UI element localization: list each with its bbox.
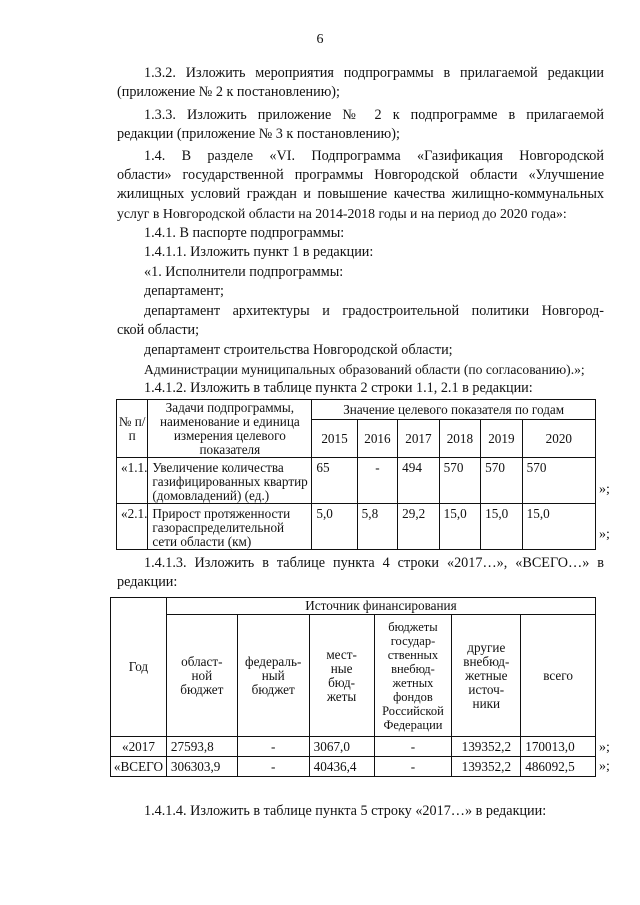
row-value: - bbox=[357, 458, 398, 504]
paragraph-1-3-3-cont: редакции (приложение № 3 к постановлению); bbox=[117, 126, 400, 142]
row-value: 570 bbox=[522, 458, 595, 504]
row-value: 3067,0 bbox=[309, 737, 374, 757]
column-header-regional-budget: област-ной бюджет bbox=[166, 615, 237, 737]
paragraph-1-4-line-2: области» государственной программы Новгородской области «Улучшение bbox=[117, 167, 604, 183]
paragraph-1-4-1: 1.4.1. В паспорте подпрограммы: bbox=[144, 225, 345, 241]
column-header-extra-budget-funds: бюджеты государ-ственных внебюд-жетных фондов Российской Федерации bbox=[374, 615, 452, 737]
row-value: - bbox=[374, 757, 452, 777]
column-header-local-budgets: мест-ные бюд-жеты bbox=[309, 615, 374, 737]
row-closing-quote: »; bbox=[599, 759, 610, 774]
row-closing-quote: »; bbox=[599, 527, 610, 542]
row-year: «2017 bbox=[111, 737, 167, 757]
year-header: 2020 bbox=[522, 420, 595, 458]
row-closing-quote: »; bbox=[599, 482, 610, 497]
row-value: 486092,5 bbox=[521, 757, 596, 777]
row-value: 65 bbox=[312, 458, 357, 504]
year-header: 2017 bbox=[398, 420, 439, 458]
row-value: 306303,9 bbox=[166, 757, 237, 777]
paragraph-1-4-1-3: 1.4.1.3. Изложить в таблице пункта 4 строки «2017…», «ВСЕГО…» в bbox=[144, 555, 604, 571]
row-value: - bbox=[237, 737, 309, 757]
column-header-number: № п/п bbox=[117, 400, 148, 458]
row-closing-quote: »; bbox=[599, 740, 610, 755]
row-number: «2.1. bbox=[117, 504, 148, 550]
row-value: 494 bbox=[398, 458, 439, 504]
paragraph-1-4-1-1: 1.4.1.1. Изложить пункт 1 в редакции: bbox=[144, 244, 374, 260]
column-header-total: всего bbox=[521, 615, 596, 737]
row-value: 170013,0 bbox=[521, 737, 596, 757]
column-header-task: Задачи подпрограммы, наименование и единица измерения целевого показателя bbox=[148, 400, 312, 458]
column-header-values-by-year: Значение целевого показателя по годам bbox=[312, 400, 596, 420]
paragraph-department: департамент; bbox=[144, 283, 224, 299]
paragraph-1-3-2: 1.3.2. Изложить мероприятия подпрограммы в прилагаемой редакции bbox=[144, 65, 604, 81]
row-value: 40436,4 bbox=[309, 757, 374, 777]
financing-sources-table bbox=[110, 597, 596, 777]
row-value: 570 bbox=[439, 458, 480, 504]
paragraph-1-4-line-4: услуг в Новгородской области на 2014-2018 годы и на период до 2020 года»: bbox=[117, 206, 567, 221]
row-task: Увеличение количества газифицированных квартир (домовладений) (ед.) bbox=[148, 458, 312, 504]
column-header-other-sources: другие внебюд-жетные источ-ники bbox=[452, 615, 521, 737]
paragraph-1-4-1-2: 1.4.1.2. Изложить в таблице пункта 2 строки 1.1, 2.1 в редакции: bbox=[144, 380, 533, 396]
paragraph-construction-dept: департамент строительства Новгородской области; bbox=[144, 342, 453, 358]
table-row bbox=[117, 458, 596, 504]
row-value: 139352,2 bbox=[452, 757, 521, 777]
year-header: 2016 bbox=[357, 420, 398, 458]
table-row bbox=[111, 757, 596, 777]
year-header: 2019 bbox=[481, 420, 522, 458]
column-header-federal-budget: федераль-ный бюджет bbox=[237, 615, 309, 737]
target-indicators-table bbox=[116, 399, 596, 550]
row-value: - bbox=[237, 757, 309, 777]
row-number: «1.1. bbox=[117, 458, 148, 504]
row-task: Прирост протяженности газораспределительной сети области (км) bbox=[148, 504, 312, 550]
year-header: 2018 bbox=[439, 420, 480, 458]
year-header: 2015 bbox=[312, 420, 357, 458]
row-value: 15,0 bbox=[522, 504, 595, 550]
paragraph-1-3-2-cont: (приложение № 2 к постановлению); bbox=[117, 84, 340, 100]
paragraph-1-4-line-3: жилищных условий граждан и повышение качества жилищно-коммунальных bbox=[117, 186, 604, 202]
row-value: 27593,8 bbox=[166, 737, 237, 757]
paragraph-1-3-3: 1.3.3. Изложить приложение № 2 к подпрограмме в прилагаемой bbox=[144, 107, 604, 123]
paragraph-1-4: 1.4. В разделе «VI. Подпрограмма «Газификация Новгородской bbox=[144, 148, 604, 164]
column-header-financing-source: Источник финансирования bbox=[166, 598, 595, 615]
paragraph-architecture-dept-cont: ской области; bbox=[117, 322, 200, 338]
paragraph-1-4-1-3-cont: редакции: bbox=[117, 574, 178, 590]
table-row bbox=[117, 504, 596, 550]
row-value: - bbox=[374, 737, 452, 757]
row-year: «ВСЕГО bbox=[111, 757, 167, 777]
row-value: 29,2 bbox=[398, 504, 439, 550]
paragraph-executors: «1. Исполнители подпрограммы: bbox=[144, 264, 344, 280]
page-number: 6 bbox=[316, 32, 324, 47]
row-value: 5,0 bbox=[312, 504, 357, 550]
column-header-year: Год bbox=[111, 598, 167, 737]
row-value: 570 bbox=[481, 458, 522, 504]
table-row bbox=[111, 737, 596, 757]
row-value: 15,0 bbox=[439, 504, 480, 550]
paragraph-municipal-admin: Администрации муниципальных образований области (по согласованию).»; bbox=[144, 362, 585, 377]
row-value: 139352,2 bbox=[452, 737, 521, 757]
paragraph-architecture-dept: департамент архитектуры и градостроительной политики Новгород- bbox=[144, 303, 604, 319]
row-value: 5,8 bbox=[357, 504, 398, 550]
paragraph-1-4-1-4: 1.4.1.4. Изложить в таблице пункта 5 строку «2017…» в редакции: bbox=[144, 803, 547, 819]
row-value: 15,0 bbox=[481, 504, 522, 550]
